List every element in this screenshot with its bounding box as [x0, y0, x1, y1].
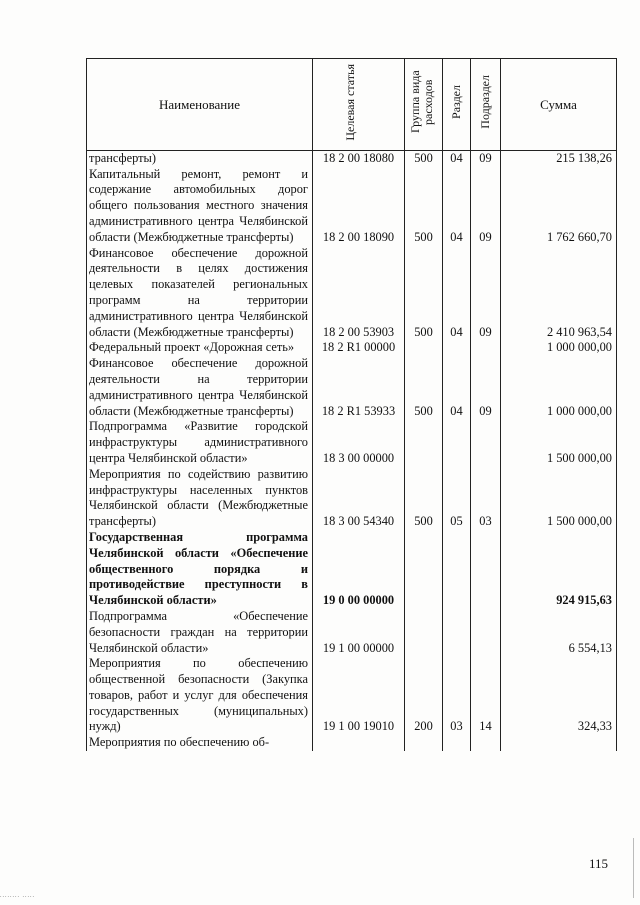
- row-name: Капитальный ремонт, ремонт и содержание автомобильных дорог общего пользования местного значения административного центра Челябинской области (Межбюджетные трансферты): [87, 167, 313, 246]
- row-sum: 1 000 000,00: [501, 340, 617, 356]
- row-expense-group: 500: [405, 246, 443, 341]
- table-row: [87, 656, 617, 735]
- header-target-article-cell: [313, 59, 405, 151]
- header-podrazdel: Подраздел: [478, 75, 492, 129]
- header-razdel: Раздел: [449, 85, 463, 119]
- row-razdel: [443, 609, 471, 656]
- footer-marks: ........ .....: [0, 893, 35, 899]
- row-name: Мероприятия по содействию развитию инфраструктуры населенных пунктов Челябинской области (Межбюджетные трансферты): [87, 467, 313, 530]
- row-target-article: [313, 735, 405, 751]
- row-razdel: 03: [443, 656, 471, 735]
- table-row: [87, 419, 617, 466]
- row-expense-group: [405, 609, 443, 656]
- row-sum: 2 410 963,54: [501, 246, 617, 341]
- row-name: Подпрограмма «Развитие городской инфраструктуры административного центра Челябинской области»: [87, 419, 313, 466]
- row-sum: 1 000 000,00: [501, 356, 617, 419]
- row-razdel: [443, 735, 471, 751]
- row-sum: [501, 735, 617, 751]
- row-name: Федеральный проект «Дорожная сеть»: [87, 340, 313, 356]
- row-razdel: 04: [443, 167, 471, 246]
- table-row: [87, 167, 617, 246]
- row-target-article: 18 3 00 00000: [313, 419, 405, 466]
- table-row: [87, 735, 617, 751]
- header-name: Наименование: [87, 59, 313, 151]
- table-header-row: [87, 59, 617, 151]
- table-row: [87, 530, 617, 609]
- row-expense-group: 500: [405, 467, 443, 530]
- row-target-article: 19 1 00 19010: [313, 656, 405, 735]
- row-expense-group: [405, 340, 443, 356]
- row-name: Финансовое обеспечение дорожной деятельности в целях достижения целевых показателей региональных программ на территории административного центра Челябинской области (Межбюджетные трансферты): [87, 246, 313, 341]
- row-target-article: 18 2 00 18090: [313, 167, 405, 246]
- row-target-article: 19 1 00 00000: [313, 609, 405, 656]
- row-sum: 1 500 000,00: [501, 419, 617, 466]
- row-target-article: 18 2 R1 53933: [313, 356, 405, 419]
- row-sum: 6 554,13: [501, 609, 617, 656]
- row-name: Мероприятия по обеспечению об-: [87, 735, 313, 751]
- row-podrazdel: 09: [471, 246, 501, 341]
- row-target-article: 18 2 00 53903: [313, 246, 405, 341]
- row-target-article: 18 2 R1 00000: [313, 340, 405, 356]
- table-row: [87, 246, 617, 341]
- header-expense-group-cell: [405, 59, 443, 151]
- row-razdel: 04: [443, 150, 471, 166]
- row-podrazdel: [471, 530, 501, 609]
- row-razdel: 04: [443, 246, 471, 341]
- row-podrazdel: [471, 735, 501, 751]
- header-expense-group: Группа вида расходов: [407, 70, 435, 134]
- table-row: [87, 356, 617, 419]
- row-target-article: 18 3 00 54340: [313, 467, 405, 530]
- row-razdel: [443, 530, 471, 609]
- row-name: Государственная программа Челябинской области «Обеспечение общественного порядка и противодействие преступности в Челябинской области»: [87, 530, 313, 609]
- row-expense-group: [405, 735, 443, 751]
- row-podrazdel: 09: [471, 356, 501, 419]
- row-expense-group: 500: [405, 150, 443, 166]
- row-sum: 215 138,26: [501, 150, 617, 166]
- row-expense-group: 200: [405, 656, 443, 735]
- table-row: [87, 467, 617, 530]
- budget-table: [86, 58, 617, 751]
- row-razdel: 04: [443, 356, 471, 419]
- row-name: Мероприятия по обеспечению общественной безопасности (Закупка товаров, работ и услуг для обеспечения государственных (муниципальных) нужд): [87, 656, 313, 735]
- row-podrazdel: [471, 340, 501, 356]
- row-target-article: 19 0 00 00000: [313, 530, 405, 609]
- header-razdel-cell: [443, 59, 471, 151]
- row-podrazdel: 09: [471, 167, 501, 246]
- page-number: 115: [588, 856, 608, 871]
- row-name: Финансовое обеспечение дорожной деятельности на территории административного центра Челябинской области (Межбюджетные трансферты): [87, 356, 313, 419]
- row-podrazdel: [471, 609, 501, 656]
- row-podrazdel: [471, 419, 501, 466]
- row-podrazdel: 03: [471, 467, 501, 530]
- row-sum: 924 915,63: [501, 530, 617, 609]
- row-sum: 1 500 000,00: [501, 467, 617, 530]
- header-target-article: Целевая статья: [342, 63, 357, 141]
- row-name: трансферты): [87, 150, 313, 166]
- table-row: [87, 150, 617, 166]
- row-target-article: 18 2 00 18080: [313, 150, 405, 166]
- scan-edge-mark: [633, 838, 634, 898]
- header-sum: Сумма: [501, 59, 617, 151]
- row-sum: 1 762 660,70: [501, 167, 617, 246]
- header-podrazdel-cell: [471, 59, 501, 151]
- table-row: [87, 340, 617, 356]
- row-razdel: [443, 340, 471, 356]
- row-podrazdel: 09: [471, 150, 501, 166]
- row-expense-group: [405, 419, 443, 466]
- row-expense-group: [405, 530, 443, 609]
- row-sum: 324,33: [501, 656, 617, 735]
- row-expense-group: 500: [405, 356, 443, 419]
- row-razdel: [443, 419, 471, 466]
- row-podrazdel: 14: [471, 656, 501, 735]
- table-row: [87, 609, 617, 656]
- row-expense-group: 500: [405, 167, 443, 246]
- row-name: Подпрограмма «Обеспечение безопасности граждан на территории Челябинской области»: [87, 609, 313, 656]
- row-razdel: 05: [443, 467, 471, 530]
